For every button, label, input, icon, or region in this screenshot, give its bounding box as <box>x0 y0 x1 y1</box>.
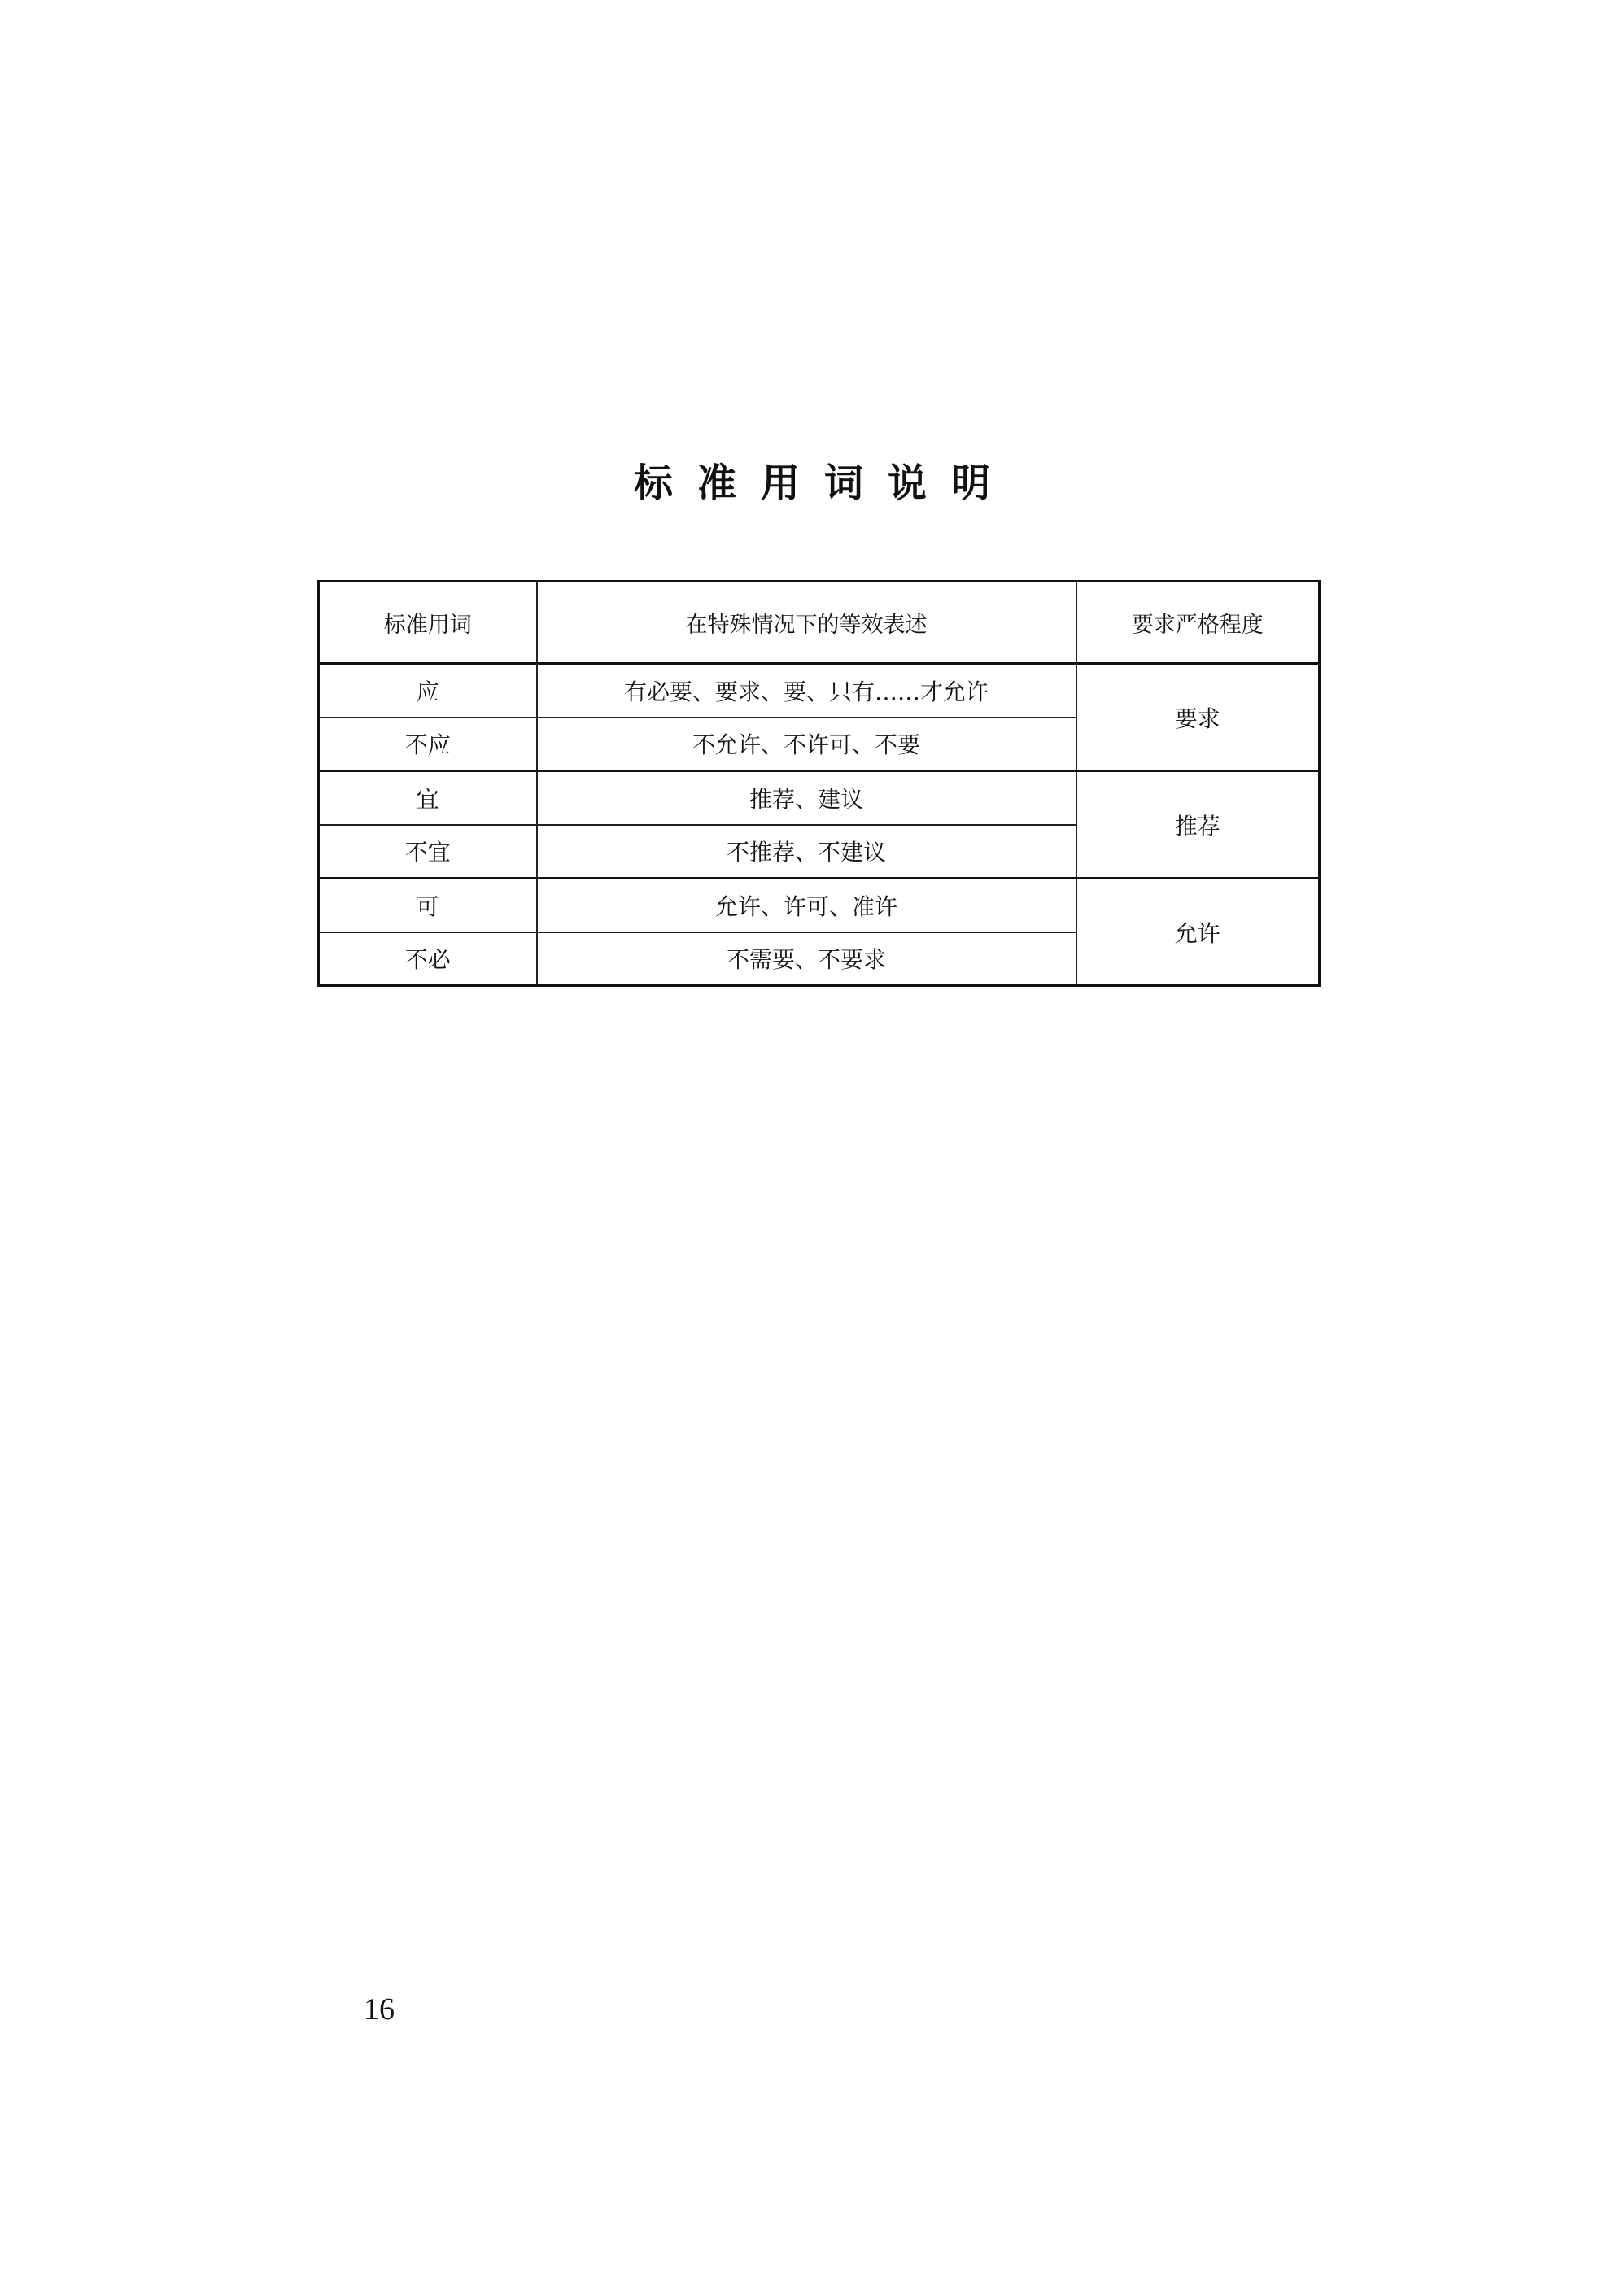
equivalent-cell: 不允许、不许可、不要 <box>537 718 1076 771</box>
equivalent-cell: 不推荐、不建议 <box>537 825 1076 879</box>
table-row <box>319 771 1320 825</box>
table-row <box>319 664 1320 718</box>
level-cell: 允许 <box>1076 879 1320 986</box>
term-cell: 可 <box>319 879 537 932</box>
header-standard-term: 标准用词 <box>319 582 537 664</box>
term-cell: 宜 <box>319 771 537 825</box>
table-header-row <box>319 582 1320 664</box>
header-strictness-level: 要求严格程度 <box>1076 582 1320 664</box>
term-cell: 不宜 <box>319 825 537 879</box>
equivalent-cell: 有必要、要求、要、只有……才允许 <box>537 664 1076 718</box>
page-title: 标准用词说明 <box>633 460 1015 506</box>
table-row <box>319 879 1320 932</box>
level-cell: 推荐 <box>1076 771 1320 879</box>
level-cell: 要求 <box>1076 664 1320 771</box>
equivalent-cell: 允许、许可、准许 <box>537 879 1076 932</box>
term-cell: 应 <box>319 664 537 718</box>
equivalent-cell: 不需要、不要求 <box>537 932 1076 986</box>
header-equivalent-expression: 在特殊情况下的等效表述 <box>537 582 1076 664</box>
equivalent-cell: 推荐、建议 <box>537 771 1076 825</box>
term-cell: 不应 <box>319 718 537 771</box>
terms-table <box>317 580 1321 987</box>
term-cell: 不必 <box>319 932 537 986</box>
page-number: 16 <box>364 1992 395 2027</box>
